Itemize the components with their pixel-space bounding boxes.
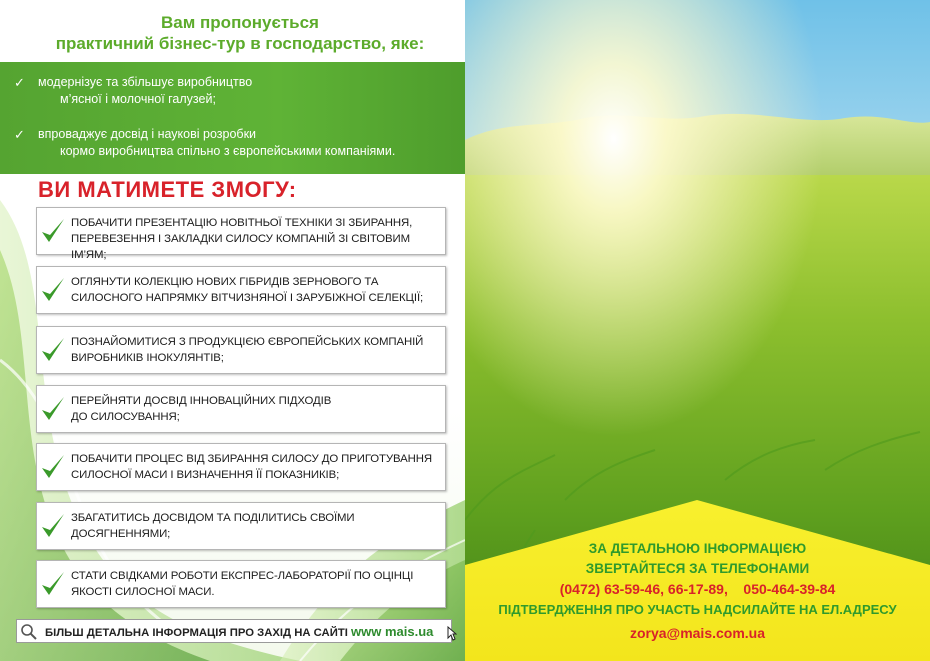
website-link[interactable]: www mais.ua — [351, 624, 434, 639]
checkmark-icon — [40, 335, 66, 365]
intro-item-line2: м’ясної і молочної галузей; — [60, 92, 216, 106]
contact-heading-line1: ЗА ДЕТАЛЬНОЮ ІНФОРМАЦІЄЮ — [588, 541, 807, 556]
opportunity-line1: ПОБАЧИТИ ПРОЦЕС ВІД ЗБИРАННЯ СИЛОСУ ДО ПРИГОТУВАННЯ — [71, 453, 433, 465]
tick-icon: ✓ — [14, 75, 25, 90]
magnifier-icon — [20, 623, 38, 641]
intro-title-line1: Вам пропонується — [161, 13, 319, 32]
opportunity-line1: СТАТИ СВІДКАМИ РОБОТИ ЕКСПРЕС-ЛАБОРАТОРІЇ ПО ОЦІНЦІ — [71, 570, 414, 582]
opportunity-line1: ПЕРЕЙНЯТИ ДОСВІД ІННОВАЦІЙНИХ ПІДХОДІВ — [71, 395, 332, 407]
intro-item-line2: кормо виробництва спільно з європейськими компаніями. — [60, 144, 396, 158]
intro-title-line2: практичний бізнес-тур в господарство, яке: — [55, 34, 425, 53]
cursor-icon — [447, 626, 457, 641]
contact-block — [465, 0, 930, 661]
opportunity-line2: ВИРОБНИКІВ ІНОКУЛЯНТІВ; — [71, 352, 224, 364]
opportunity-line2: СИЛОСНОГО НАПРЯМКУ ВІТЧИЗНЯНОЇ І ЗАРУБІЖНОЇ СЕЛЕКЦІЇ; — [71, 292, 424, 304]
checkmark-icon — [40, 394, 66, 424]
opportunity-item — [36, 266, 446, 314]
opportunity-line1: ПОБАЧИТИ ПРЕЗЕНТАЦІЮ НОВІТНЬОЇ ТЕХНІКИ ЗІ ЗБИРАННЯ, — [71, 217, 413, 229]
right-panel — [465, 0, 930, 661]
opportunity-item — [36, 502, 446, 550]
checkmark-icon — [40, 452, 66, 482]
website-info-label: БІЛЬШ ДЕТАЛЬНА ІНФОРМАЦІЯ ПРО ЗАХІД НА САЙТІ — [45, 627, 348, 639]
opportunities-title: ВИ МАТИМЕТЕ ЗМОГУ: — [38, 177, 297, 202]
intro-band — [0, 62, 465, 174]
contact-email[interactable]: zorya@mais.com.ua — [629, 625, 766, 641]
contact-phones[interactable]: (0472) 63-59-46, 66-17-89, 050-464-39-84 — [559, 581, 836, 597]
checkmark-icon — [40, 511, 66, 541]
opportunity-line2: ДО СИЛОСУВАННЯ; — [71, 411, 180, 423]
intro-item-line1: впроваджує досвід і наукові розробки — [38, 127, 257, 141]
opportunity-line2: СИЛОСНОЇ МАСИ І ВИЗНАЧЕННЯ ЇЇ ПОКАЗНИКІВ; — [71, 469, 340, 481]
opportunity-item — [36, 207, 446, 261]
checkmark-icon — [40, 569, 66, 599]
checkmark-icon — [40, 275, 66, 305]
intro-item — [14, 126, 458, 160]
opportunity-item — [36, 443, 446, 491]
contact-heading-line2: ЗВЕРТАЙТЕСЯ ЗА ТЕЛЕФОНАМИ — [585, 561, 810, 576]
intro-item — [14, 74, 458, 108]
website-search-bar[interactable] — [16, 619, 452, 643]
opportunity-item — [36, 326, 446, 374]
intro-item-line1: модернізує та збільшує виробництво — [38, 75, 253, 89]
contact-confirm: ПІДТВЕРДЖЕННЯ ПРО УЧАСТЬ НАДСИЛАЙТЕ НА ЕЛ.АДРЕСУ — [498, 602, 897, 617]
tick-icon: ✓ — [14, 127, 25, 142]
website-info-text — [45, 624, 433, 639]
opportunity-line1: ПОЗНАЙОМИТИСЯ З ПРОДУКЦІЄЮ ЄВРОПЕЙСЬКИХ КОМПАНІЙ — [71, 336, 424, 348]
opportunity-item — [36, 385, 446, 433]
opportunity-line2: ДОСЯГНЕННЯМИ; — [71, 528, 171, 540]
opportunity-line2: ПЕРЕВЕЗЕННЯ І ЗАКЛАДКИ СИЛОСУ КОМПАНІЙ ЗІ СВІТОВИМ ІМ’ЯМ; — [71, 233, 410, 261]
opportunity-item — [36, 560, 446, 608]
opportunity-line1: ЗБАГАТИТИСЬ ДОСВІДОМ ТА ПОДІЛИТИСЬ СВОЇМИ — [71, 512, 355, 524]
opportunity-line2: ЯКОСТІ СИЛОСНОЇ МАСИ. — [71, 586, 215, 598]
intro-title — [20, 12, 460, 54]
opportunity-line1: ОГЛЯНУТИ КОЛЕКЦІЮ НОВИХ ГІБРИДІВ ЗЕРНОВОГО ТА — [71, 276, 379, 288]
checkmark-icon — [40, 216, 66, 246]
